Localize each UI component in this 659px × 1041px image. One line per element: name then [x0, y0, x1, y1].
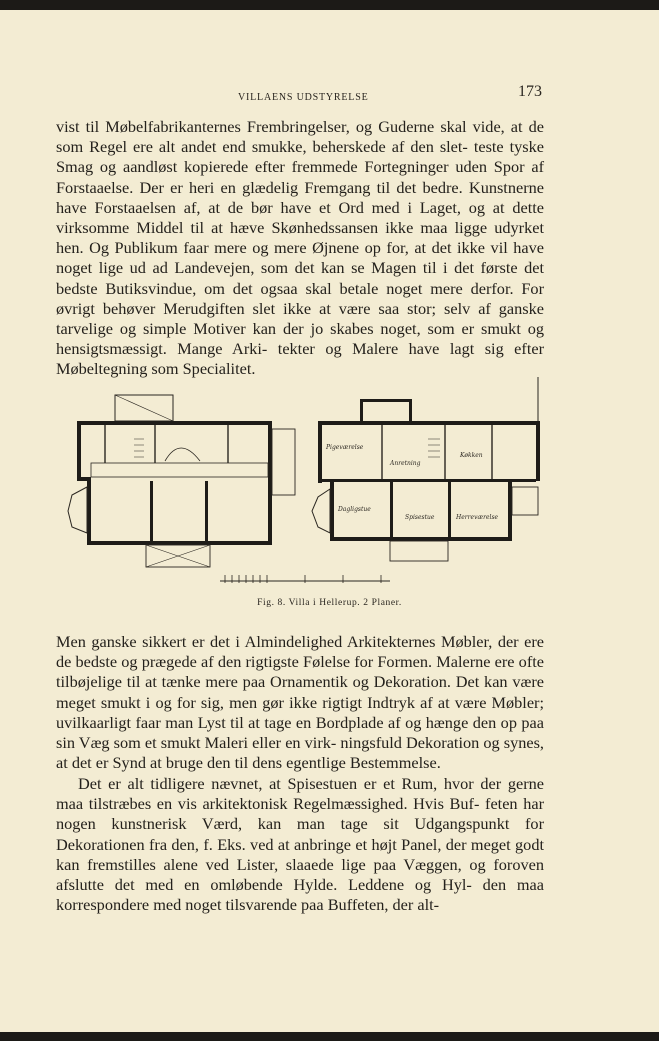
- plan-wall-right-lower: [508, 481, 512, 541]
- plan-stairs: [428, 439, 440, 457]
- plan-top-stair-wall: [360, 399, 412, 402]
- plan-wall-top: [318, 421, 540, 425]
- plan-wall-top: [77, 421, 272, 425]
- room-label: Spisestue: [405, 514, 435, 521]
- room-label: Pigeværelse: [326, 444, 364, 451]
- upper-floor-plan: [312, 377, 540, 561]
- room-label: Dagligstue: [338, 506, 371, 513]
- plan-top-stair-wall: [360, 399, 363, 421]
- plan-wall-left-upper: [318, 421, 322, 483]
- room-label: Anretning: [390, 460, 421, 467]
- page-number: 173: [518, 83, 542, 100]
- floor-plans-drawing: [60, 377, 550, 587]
- plan-wall-bottom: [87, 541, 272, 545]
- plan-veranda: [272, 429, 295, 495]
- scale-bar-ticks: [225, 575, 381, 583]
- plan-wall-mid: [318, 479, 536, 482]
- plan-bay-window: [312, 489, 330, 533]
- plan-stairs: [134, 439, 144, 457]
- running-title: VILLAENS UDSTYRELSE: [238, 92, 369, 103]
- plan-partition-2: [205, 481, 208, 541]
- body-paragraph-1: [56, 117, 544, 380]
- room-label: Køkken: [460, 452, 483, 459]
- plan-partition-1: [390, 482, 393, 537]
- plan-partition-1: [150, 481, 153, 541]
- scale-bar: [220, 575, 390, 583]
- room-label: Herreværelse: [456, 514, 499, 521]
- plan-side-entrance: [512, 487, 538, 515]
- plan-wall-right: [268, 421, 272, 543]
- plan-wall-bottom: [330, 537, 510, 541]
- plan-wall-left-upper: [77, 421, 81, 479]
- ground-floor-plan: [68, 395, 295, 567]
- terrace-hatch: [115, 395, 173, 421]
- plan-wall-left-lower: [330, 482, 334, 540]
- paragraph-text: Men ganske sikkert er det i Almindelighed Arkitekternes Møbler, der ere de bedste og prægede af den rigtigste Følelse for Formen. Malerne ere ofte tilbøjelige til at tænke mere paa Ornamentik og Dekoration. Det kan være meget smukt i og for sig, men gør ikke rigtigt Indtryk af at være Møbler; uvilkaarligt faar man Lyst til at tage en Bordplade af og hænge den op paa sin Væg som et smukt Maleri eller en virk- ningsfuld Dekoration og synes, at det er Synd at bruge den til dens egentlige Bestemmelse.: [56, 632, 544, 773]
- plan-corridor: [91, 463, 268, 477]
- paragraph-text: vist til Møbelfabrikanternes Frembringelser, og Guderne skal vide, at de som Regel ere alt andet end smukke, beherskede af den slet- teste tyske Smag og aandløst kopierede efter fremmede Fortegninger uden Spor af Forstaaelse. Der er heri en glædelig Fremgang til det bedre. Kunstnerne have Forstaaelsen af, at de bør have et Ord med i Laget, og at dette virksomme Middel til at hæve Skønhedssansen ikke maa ligge udyrket hen. Og Publikum faar mere og mere Øjnene op for, at det ikke vil have noget lige ud ad Landevejen, som det kan se Magen til i det første det bedste Butiksvindue, om det ogsaa skal betale noget mere derfor. For øvrigt behøver Merudgiften slet ikke at være saa stor; selv af ganske tarvelige og simple Motiver kan der jo skabes noget, som er smukt og hensigtsmæssigt. Mange Arki- tekter og Malere have lagt sig efter Møbeltegning som Specialitet.: [56, 117, 544, 379]
- plan-wall-left-lower: [87, 477, 91, 543]
- floor-plan-figure: [60, 377, 550, 587]
- plan-wall-right: [536, 421, 540, 481]
- plan-staircase: [165, 448, 200, 461]
- body-paragraph-2: [56, 632, 544, 773]
- body-paragraph-3: [56, 774, 544, 915]
- paragraph-text: Det er alt tidligere nævnet, at Spisestuen er et Rum, hvor der gerne maa tilstræbes en vis arkitektonisk Regelmæssighed. Hvis Buf- feten har nogen kunstnerisk Værd, kan man tage sit Udgangspunkt for Dekorationen fra den, f. Eks. ved at anbringe et højt Panel, der meget godt kan fremstilles alene ved Lister, slaaede lige paa Væggen, og foroven afslutte det med en omløbende Hylde. Leddene og Hyl- den maa korrespondere med noget tilsvarende paa Buffeten, der alt-: [56, 774, 544, 915]
- figure-caption: Fig. 8. Villa i Hellerup. 2 Planer.: [257, 598, 402, 608]
- plan-top-stair-wall: [409, 399, 412, 421]
- plan-bay-window: [68, 487, 87, 533]
- plan-partition-2: [448, 482, 451, 537]
- plan-porch: [390, 541, 448, 561]
- page-header: [96, 83, 546, 103]
